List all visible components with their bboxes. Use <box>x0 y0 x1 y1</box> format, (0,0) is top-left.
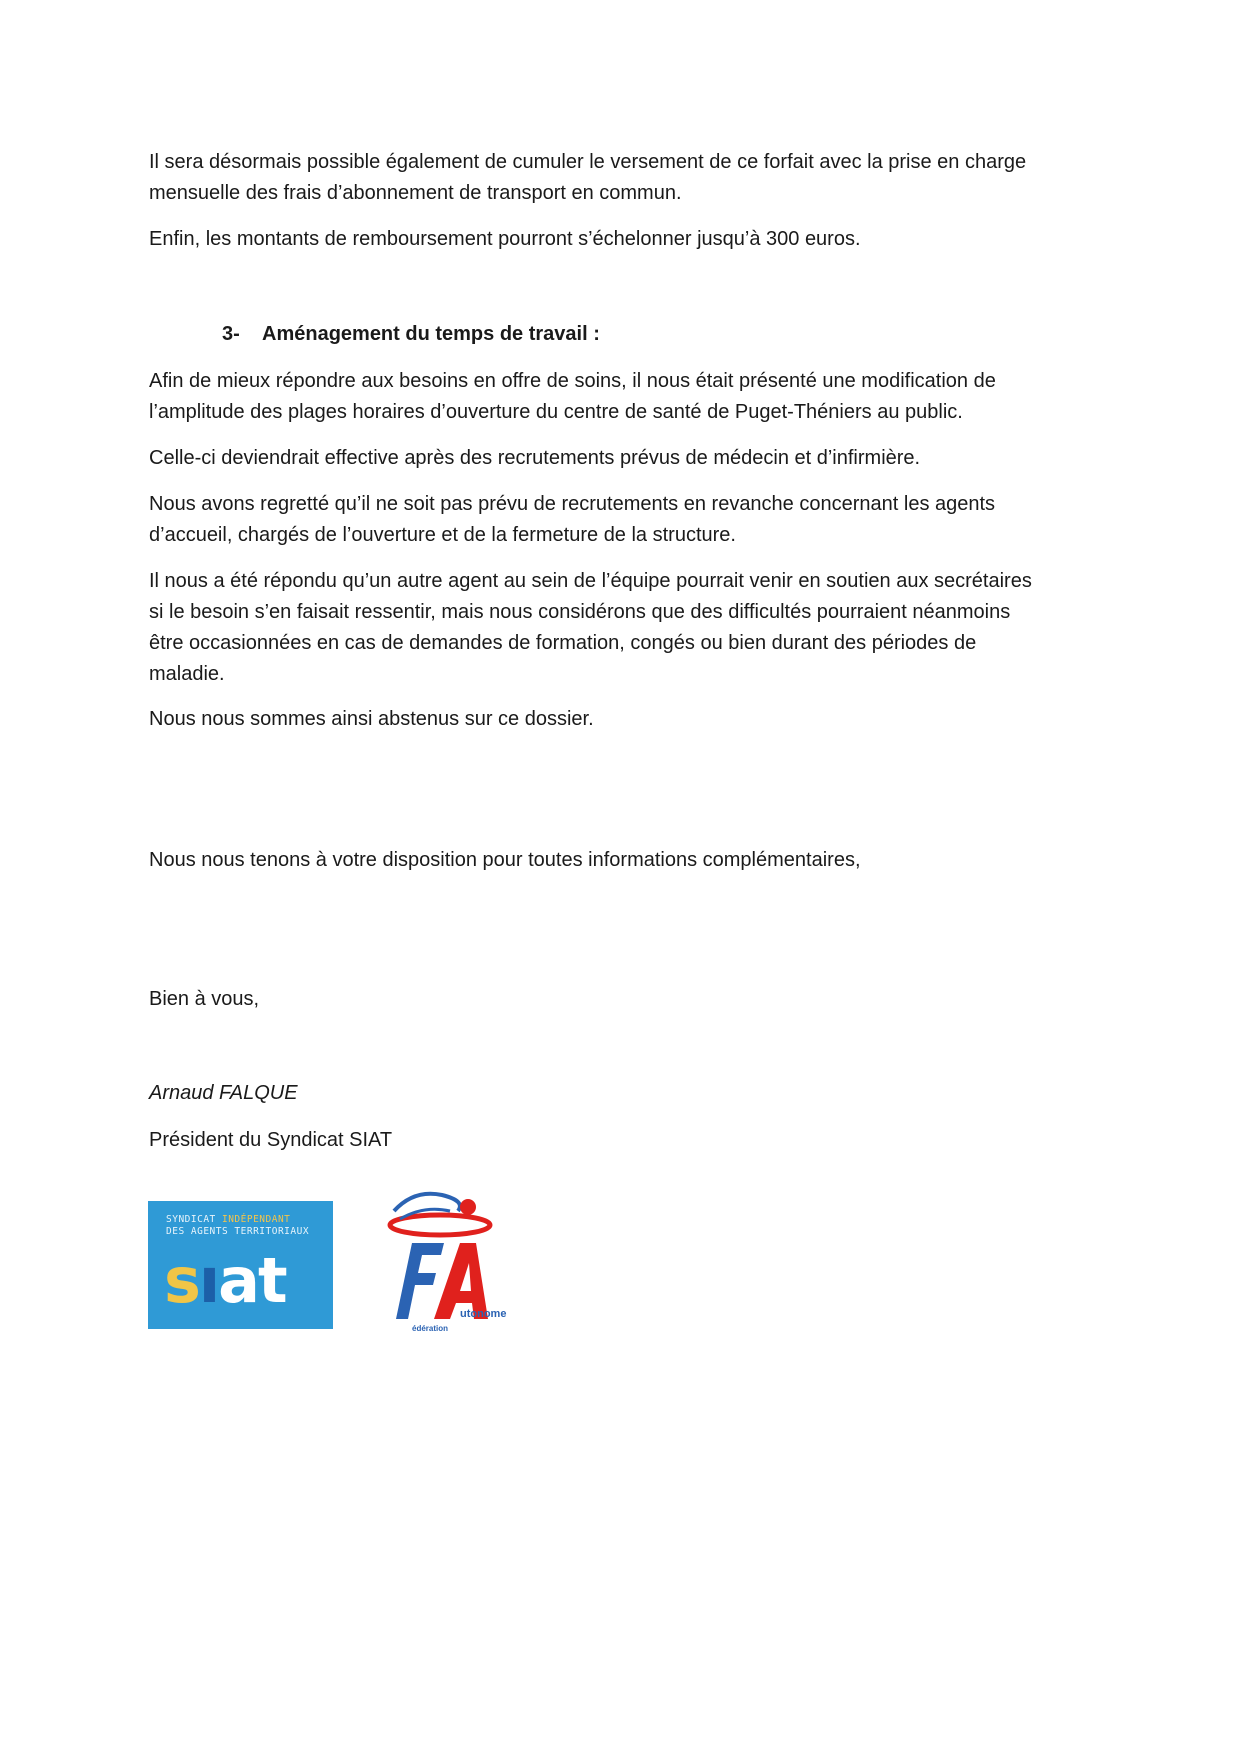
text-line: si le besoin s’en faisait ressentir, mais nous considérons que des difficultés pourraient néanmoins <box>149 601 1011 623</box>
paragraph-offre-soins <box>149 366 1099 428</box>
siat-logo-letters-at: at <box>218 1244 286 1317</box>
section-number: 3- <box>222 323 240 345</box>
section-heading <box>222 319 600 350</box>
siat-logo-word-independant: INDÉPENDANT <box>221 1214 291 1225</box>
text-line: Nous avons regretté qu’il ne soit pas prévu de recrutements en revanche concernant les agents <box>149 493 996 515</box>
text-line: Enfin, les montants de remboursement pourront s’échelonner jusqu’à 300 euros. <box>149 228 861 250</box>
text-line: l’amplitude des plages horaires d’ouverture du centre de santé de Puget-Théniers au public. <box>149 401 963 423</box>
closing-line <box>149 845 1099 876</box>
fa-logo-word-autonome: utonome <box>460 1308 507 1320</box>
siat-logo <box>148 1201 333 1329</box>
text-line: Il sera désormais possible également de cumuler le versement de ce forfait avec la prise en charge <box>149 151 1027 173</box>
paragraph-montants <box>149 224 1099 255</box>
signatory-title <box>149 1125 1099 1156</box>
paragraph-cumul-forfait <box>149 147 1099 209</box>
siat-logo-line1 <box>166 1214 290 1225</box>
fa-logo-red-ring <box>390 1215 490 1235</box>
text-line: maladie. <box>149 663 225 685</box>
siat-logo-letter-s: s <box>164 1244 199 1317</box>
siat-logo-word-syndicat: SYNDICAT <box>166 1214 222 1225</box>
text-line: Nous nous sommes ainsi abstenus sur ce dossier. <box>149 708 594 730</box>
salutation <box>149 984 1099 1015</box>
text-line: être occasionnées en cas de demandes de formation, congés ou bien durant des périodes de <box>149 632 977 654</box>
fa-logo-red-dot <box>460 1199 476 1215</box>
signatory-name <box>149 1078 1099 1109</box>
fa-logo-letter-f <box>396 1243 444 1319</box>
fa-logo <box>374 1181 510 1331</box>
siat-logo-letter-i: ı <box>198 1244 219 1317</box>
text-line: Arnaud FALQUE <box>149 1082 298 1104</box>
paragraph-recrutements-prevus <box>149 443 1099 474</box>
siat-logo-line2: DES AGENTS TERRITORIAUX <box>166 1226 310 1237</box>
text-line: Bien à vous, <box>149 988 260 1010</box>
fa-logo-word-federation: édération <box>412 1324 449 1331</box>
paragraph-abstention <box>149 704 1099 735</box>
paragraph-reponse <box>149 566 1099 690</box>
text-line: mensuelle des frais d’abonnement de transport en commun. <box>149 182 682 204</box>
siat-logo-wordmark <box>164 1244 286 1317</box>
text-line: Celle-ci deviendrait effective après des recrutements prévus de médecin et d’infirmière. <box>149 447 921 469</box>
text-line: d’accueil, chargés de l’ouverture et de la fermeture de la structure. <box>149 524 736 546</box>
paragraph-regret <box>149 489 1099 551</box>
text-line: Afin de mieux répondre aux besoins en offre de soins, il nous était présenté une modification de <box>149 370 996 392</box>
text-line: Président du Syndicat SIAT <box>149 1129 393 1151</box>
fa-logo-graphic <box>374 1181 510 1331</box>
text-line: Il nous a été répondu qu’un autre agent au sein de l’équipe pourrait venir en soutien aux secrétaires <box>149 570 1032 592</box>
section-title: Aménagement du temps de travail : <box>262 323 600 345</box>
text-line: Nous nous tenons à votre disposition pour toutes informations complémentaires, <box>149 849 861 871</box>
